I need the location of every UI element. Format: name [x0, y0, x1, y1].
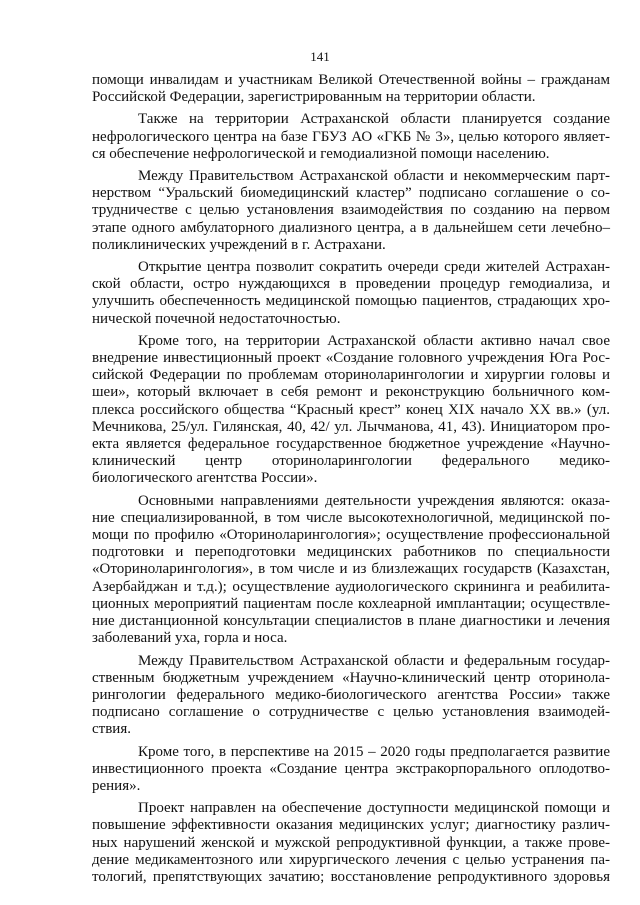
text-line: Мечникова, 25/ул. Гилянская, 40, 42/ ул. Лычманова, 41, 43). Инициатором про- — [92, 418, 610, 435]
text-line: повышение эффективности оказания медицинских услуг; диагностику различ- — [92, 817, 610, 834]
text-line: Открытие центра позволит сократить очереди среди жителей Астрахан- — [138, 259, 610, 276]
paragraph — [92, 653, 610, 739]
text-line: екта является федеральное государственное бюджетное учреждение «Научно- — [92, 436, 610, 453]
text-line: этапе одного амбулаторного диализного центра, а в дальнейшем сети лечебно– — [92, 219, 610, 236]
text-line: рингологии федерального медико-биологического агентства России» также — [92, 686, 610, 703]
text-line: тологий, препятствующих зачатию; восстановление репродуктивного здоровья — [92, 868, 610, 885]
text-line: заболеваний уха, горла и носа. — [92, 630, 288, 647]
text-line: нической почечной недостаточностью. — [92, 310, 341, 327]
text-line: клинический центр оториноларингологии федерального медико- — [92, 453, 610, 470]
text-line: Между Правительством Астраханской области и некоммерческим парт- — [138, 168, 610, 185]
paragraph — [92, 72, 610, 106]
document-body — [92, 72, 610, 891]
text-line: шеи», который включает в себя ремонт и реконструкцию больничного ком- — [92, 384, 610, 401]
text-line: Кроме того, на территории Астраханской области активно начал свое — [138, 332, 610, 349]
text-line: ской области, остро нуждающихся в проведении процедур гемодиализа, и — [92, 276, 610, 293]
text-line: улучшить обеспеченность медицинской помощью пациентов, страдающих хро- — [92, 293, 610, 310]
text-line: внедрение инвестиционный проект «Создание головного учреждения Юга Рос- — [92, 350, 610, 367]
text-line: ние дистанционной консультации специалистов в плане диагностики и лечения — [92, 613, 610, 630]
text-line: Кроме того, в перспективе на 2015 – 2020 годы предполагается развитие — [138, 743, 610, 760]
paragraph — [92, 744, 610, 796]
text-line: нерством “Уральский биомедицинский кластер” подписано соглашение о со- — [92, 185, 610, 202]
paragraph — [92, 168, 610, 254]
text-line: плекса российского общества “Красный крест” конец XIX начало XX вв.» (ул. — [92, 401, 610, 418]
paragraph — [92, 333, 610, 488]
paragraph — [92, 493, 610, 648]
text-line: ционных мероприятий пациентам после кохлеарной имплантации; осуществле- — [92, 595, 610, 612]
text-line: мощи по профилю «Оториноларингология»; осуществление профессиональной — [92, 527, 610, 544]
text-line: рения». — [92, 777, 141, 794]
text-line: биологического агентства России». — [92, 470, 318, 487]
text-line: подготовки и переподготовки медицинских работников по специальности — [92, 544, 610, 561]
page-number: 141 — [310, 49, 330, 64]
text-line: ние специализированной, в том числе высокотехнологичной, медицинской по- — [92, 509, 610, 526]
text-line: помощи инвалидам и участникам Великой Отечественной войны – гражданам — [92, 72, 610, 88]
paragraph — [92, 259, 610, 328]
text-line: сийской Федерации по проблемам оториноларингологии и хирургии головы и — [92, 367, 610, 384]
paragraph — [92, 800, 610, 886]
paragraph — [92, 111, 610, 163]
text-line: поликлинических учреждений в г. Астрахани. — [92, 236, 386, 253]
text-line: ся обеспечение нефрологической и гемодиализной помощи населению. — [92, 145, 550, 162]
text-line: Между Правительством Астраханской области и федеральным государ- — [138, 652, 610, 669]
text-line: Азербайджан и т.д.); осуществление аудиологического скрининга и реабилита- — [92, 578, 610, 595]
text-line: дение медикаментозного или хирургического лечения с целью устранения па- — [92, 851, 610, 868]
text-line: ных нарушений женской и мужской репродуктивной функции, а также прове- — [92, 834, 610, 851]
text-line: подписано соглашение о сотрудничестве с целью установления взаимодей- — [92, 704, 610, 721]
text-line: нефрологического центра на базе ГБУЗ АО «ГКБ № 3», целью которого являет- — [92, 128, 610, 145]
text-line: Также на территории Астраханской области планируется создание — [138, 111, 610, 128]
text-line: инвестиционного проекта «Создание центра экстракорпорального оплодотво- — [92, 760, 610, 777]
text-line: ствия. — [92, 721, 131, 738]
text-line: Проект направлен на обеспечение доступности медицинской помощи и — [138, 800, 610, 817]
text-line: Российской Федерации, зарегистрированным на территории области. — [92, 89, 536, 106]
text-line: «Оториноларингология», в том числе и из близлежащих государств (Казахстан, — [92, 561, 610, 578]
text-line: Основными направлениями деятельности учреждения являются: оказа- — [138, 492, 610, 509]
text-line: трудничестве с целью установления взаимодействия по созданию на первом — [92, 202, 610, 219]
text-line: ственным бюджетным учреждением «Научно-клинический центр оторинола- — [92, 669, 610, 686]
